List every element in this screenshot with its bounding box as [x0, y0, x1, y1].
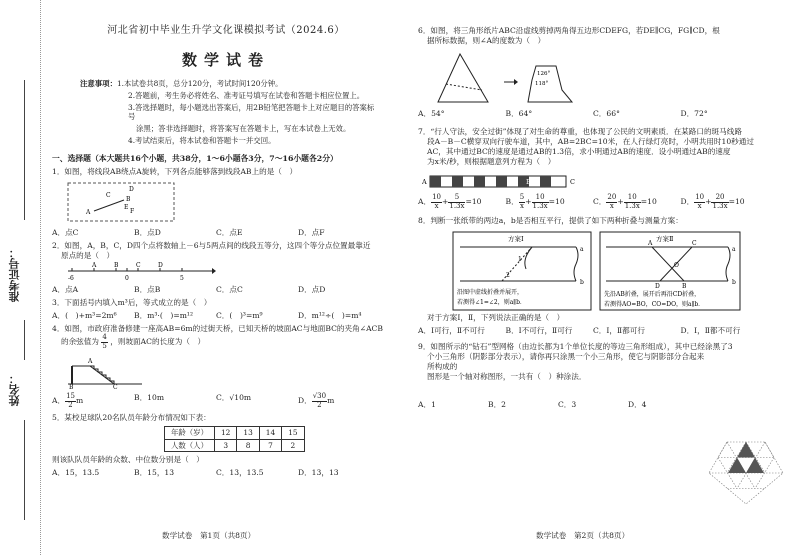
- plan-2-desc: 若测得AO=BO，CO=DO，则a∥b．: [604, 300, 705, 308]
- option-c[interactable]: C． $\frac{20}{x}$ + $\frac{10}{1.3x}$ =10: [593, 193, 657, 210]
- question-5: [52, 413, 400, 479]
- angle-118-label: 118°: [535, 81, 549, 88]
- option-c[interactable]: C．( )³=m⁹: [216, 310, 263, 320]
- q9-options: [418, 400, 788, 410]
- point-d-label: D: [158, 261, 163, 269]
- point-a-label: A: [648, 239, 653, 247]
- seal-line: [40, 0, 41, 555]
- q6-line2: 据所标数据，则∠A的度数为（ ）: [427, 36, 546, 46]
- page-1: [52, 0, 400, 555]
- margin-line-bottom: [24, 420, 25, 520]
- shaded-triangle: [746, 458, 764, 474]
- notice-item: 4.考试结束后，将本试卷和答题卡一并交回。: [128, 135, 276, 145]
- triangle-abc: [438, 54, 488, 102]
- q3-text: 3．下面括号内填入m³后，等式成立的是（ ）: [52, 297, 212, 307]
- option-d[interactable]: D．Ⅰ，Ⅱ都不可行: [680, 325, 741, 335]
- cut-line: [446, 84, 482, 90]
- plan-2-title: 方案Ⅱ: [656, 234, 674, 243]
- tick-5: 5: [180, 274, 184, 282]
- angle-1-label: 1: [518, 255, 522, 263]
- q5-options: [52, 468, 400, 478]
- page-2: [418, 0, 788, 555]
- option-c[interactable]: C．66°: [593, 109, 620, 119]
- point-a-label: A: [92, 261, 97, 269]
- exam-id-label: 准考证号：: [8, 247, 21, 303]
- fold-ab: [652, 247, 684, 281]
- q9-line: 9．如图所示的“钻石”型网格（由边长都为1个单位长度的等边三角形组成），其中已经涂黑了3: [418, 341, 733, 351]
- tick-neg6: -6: [68, 274, 74, 282]
- option-d[interactable]: D． $\frac{10}{x}$ + $\frac{20}{1.3x}$ =10: [680, 193, 745, 210]
- option-c[interactable]: C．点C: [216, 284, 243, 294]
- notice-item: 1.本试卷共8页，总分120分，考试时间120分钟。: [116, 78, 283, 88]
- q5-text: 5．某校足球队20名队员年龄分布情况如下表：: [52, 412, 211, 422]
- point-e-label: E: [124, 203, 129, 211]
- option-b[interactable]: B．点B: [134, 284, 161, 294]
- q8-options: [418, 326, 788, 336]
- option-d[interactable]: D． $\frac{√30}{2}$ m: [298, 392, 335, 410]
- option-d[interactable]: D．点F: [298, 227, 325, 237]
- question-8: [418, 216, 788, 335]
- slope-ac: [90, 366, 114, 384]
- q7-line: 为x米/秒，则根据题意列方程为（ ）: [427, 157, 556, 167]
- question-4: [52, 324, 400, 410]
- question-7: [418, 127, 788, 210]
- option-a[interactable]: A．1: [418, 399, 436, 409]
- option-b[interactable]: B．点D: [134, 227, 161, 237]
- page-footer: 数学试卷 第1页（共8页）: [162, 530, 256, 540]
- triangle-cut-figure: [432, 50, 592, 106]
- option-c[interactable]: C．3: [558, 399, 577, 409]
- option-a[interactable]: A．点C: [52, 227, 79, 237]
- q3-options: [52, 311, 400, 321]
- option-c[interactable]: C．点E: [216, 227, 243, 237]
- q7-line: 7．“行人守法，安全过街”体现了对生命的尊重，也体现了公民的文明素质．在某路口的斑马线路: [418, 127, 742, 137]
- point-c-label: C: [570, 178, 575, 187]
- point-b-label: B: [126, 195, 131, 203]
- option-a[interactable]: A．Ⅰ可行，Ⅱ不可行: [418, 325, 485, 335]
- q2-line1: 2．如图，A，B，C，D四个点将数轴上－6与5两点间的线段五等分，这四个等分点位置最靠近: [52, 240, 371, 250]
- q2-line2: 原点的是（ ）: [61, 250, 115, 260]
- point-b-label: B: [682, 282, 687, 290]
- q9-line: 图形是一个轴对称图形，一共有（ ）种涂法．: [427, 371, 587, 381]
- name-label: 姓名：: [8, 373, 21, 407]
- q6-line1: 6．如图，将三角形纸片ABC沿虚线剪掉两角得五边形CDEFG，若DE∥CG，FG∥CD，根: [418, 26, 720, 35]
- q4-line2: 的余弦值为 $\frac{4}{5}$ ，则坡面AC的长度为（ ）: [61, 332, 206, 350]
- q7-line: AC，其中通过BC的速度是通过AB的1.3倍，求小明通过AB的速度．设小明通过AB的速度: [427, 147, 731, 157]
- notice-item: 3.答选择题时，每小题选出答案后，用2B铅笔把答题卡上对应题目的答案标号: [128, 102, 375, 122]
- point-c-label: C: [113, 384, 118, 391]
- shaded-triangle: [737, 442, 755, 458]
- q6-options: [418, 109, 788, 119]
- point-a-label: A: [422, 178, 427, 187]
- page-footer: 数学试卷 第2页（共8页）: [536, 530, 630, 540]
- point-a-label: A: [86, 208, 91, 216]
- table-row: 人数（人） 3 8 7 2: [165, 439, 305, 452]
- point-b-label: B: [526, 178, 531, 187]
- subject-title: 数学试卷: [181, 51, 270, 70]
- id-underline: [24, 80, 25, 220]
- fold-plans-figure: [452, 231, 752, 311]
- q1-figure: [66, 181, 178, 225]
- option-a[interactable]: A．15，13.5: [52, 468, 100, 478]
- q1-text: 1．如图，将线段AB绕点A旋转，下列各点能够落到线段AB上的是（ ）: [52, 166, 298, 176]
- plan-1-title: 方案Ⅰ: [508, 234, 524, 243]
- option-d[interactable]: D．72°: [680, 109, 708, 119]
- cos-fraction: $\frac{4}{5}$: [102, 332, 107, 350]
- tick-0: 0: [125, 274, 129, 282]
- arrow-right-icon: [212, 268, 216, 274]
- q4-options: [52, 393, 400, 409]
- edge-a-label: a: [580, 245, 584, 253]
- diamond-grid-figure: [708, 440, 784, 506]
- notice-item: 2.答题前，考生务必将姓名、准考证号填写在试卷和答题卡相应位置上。: [128, 90, 365, 100]
- edge-b-label: b: [580, 278, 584, 286]
- question-9: [418, 342, 788, 410]
- notice-item: 涂黑；答非选择题时，将答案写在答题卡上，写在本试卷上无效。: [136, 124, 351, 134]
- point-d-label: D: [655, 282, 660, 290]
- option-a[interactable]: A．54°: [418, 109, 445, 119]
- option-b[interactable]: B．m³·( )=m¹²: [134, 310, 194, 320]
- option-a[interactable]: A．( )+m³=2m⁶: [52, 310, 117, 320]
- option-d[interactable]: D．点D: [298, 284, 326, 294]
- point-o-label: O: [674, 261, 679, 269]
- option-d[interactable]: D．4: [628, 399, 647, 409]
- point-c-label: C: [106, 191, 111, 199]
- q5-tail: 则该队队员年龄的众数、中位数分别是（ ）: [52, 455, 204, 465]
- question-3: [52, 298, 400, 321]
- option-b[interactable]: B．2: [488, 399, 507, 409]
- option-b[interactable]: B．10m: [134, 393, 165, 403]
- option-c[interactable]: C．Ⅰ，Ⅱ都可行: [593, 325, 645, 335]
- q8-tail: 对于方案Ⅰ，Ⅱ，下列说法正确的是（ ）: [427, 312, 565, 322]
- notice-heading: 注意事项：: [80, 78, 117, 88]
- q1-dashed-box: [68, 183, 174, 221]
- option-d[interactable]: D．13，13: [298, 468, 339, 478]
- exam-title: 河北省初中毕业生升学文化课模拟考试（2024.6）: [107, 25, 345, 36]
- q7-options: [418, 194, 788, 210]
- plan-2-desc: 先沿AB折叠，展开后再沿CD折叠，: [604, 290, 701, 298]
- name-underline: [24, 320, 25, 360]
- point-b-label: B: [69, 384, 74, 391]
- option-a[interactable]: A． $\frac{15}{2}$ m: [52, 392, 84, 410]
- section-heading: 一、选择题（本大题共16个小题，共38分，1～6小题各3分，7～16小题各2分）: [52, 153, 338, 163]
- option-c[interactable]: C．√10m: [216, 393, 252, 403]
- option-b[interactable]: B．Ⅰ不可行，Ⅱ可行: [505, 325, 573, 335]
- option-c[interactable]: C．13，13.5: [216, 468, 264, 478]
- plan-1-desc: 若测得∠1=∠2，则a∥b．: [457, 298, 526, 306]
- shaded-triangle: [728, 458, 746, 474]
- segment-ab: [94, 200, 124, 211]
- table-row: 年龄（岁） 12 13 14 15: [165, 426, 305, 439]
- q4-line1: 4．如图，市政府准备修建一座高AB=6m的过街天桥，已知天桥的坡面AC与地面BC的夹角∠ACB: [52, 323, 383, 333]
- bridge-figure: [66, 354, 146, 390]
- point-b-label: B: [114, 261, 119, 269]
- option-a[interactable]: A．点A: [52, 284, 79, 294]
- point-a-label: A: [88, 358, 93, 366]
- q9-line: 个小三角形（阴影部分表示），请你再只涂黑一个小三角形，使它与阴影部分合起来所构成的: [427, 351, 705, 371]
- angle-2-label: 2: [506, 271, 510, 279]
- angle-126-label: 126°: [537, 71, 551, 78]
- age-table: [164, 426, 305, 453]
- plan-1-desc: 沿图中虚线折叠并展开，: [457, 288, 524, 296]
- question-2: [52, 241, 400, 295]
- q2-options: [52, 285, 400, 295]
- question-1: [52, 167, 400, 238]
- q7-line: 段A－B－C横穿双向行驶车道，其中，AB=2BC=10米，在人行绿灯亮时，小明共用时10秒通过: [427, 137, 754, 147]
- option-b[interactable]: B．15，13: [134, 468, 175, 478]
- question-6: [418, 26, 788, 119]
- point-f-label: F: [130, 207, 135, 215]
- number-line-figure: [66, 262, 216, 282]
- point-c-label: C: [136, 261, 141, 269]
- option-b[interactable]: B．64°: [505, 109, 533, 119]
- binding-margin: [0, 0, 46, 555]
- q1-options: [52, 228, 400, 238]
- edge-a-label: a: [732, 245, 736, 253]
- q8-text: 8．判断一张纸带的两边a，b是否相互平行，提供了如下两种折叠与测量方案：: [418, 216, 683, 226]
- point-d-label: D: [129, 185, 134, 193]
- notice-block: [80, 79, 376, 146]
- option-a[interactable]: A． $\frac{10}{x}$ + $\frac{5}{1.3x}$ =10: [418, 193, 482, 210]
- point-c-label: C: [692, 239, 697, 247]
- crosswalk-figure: [422, 171, 582, 191]
- option-b[interactable]: B． $\frac{5}{x}$ + $\frac{10}{1.3x}$ =10: [505, 193, 565, 210]
- option-d[interactable]: D．m¹²÷( )=m⁴: [298, 310, 362, 320]
- edge-b-label: b: [732, 278, 736, 286]
